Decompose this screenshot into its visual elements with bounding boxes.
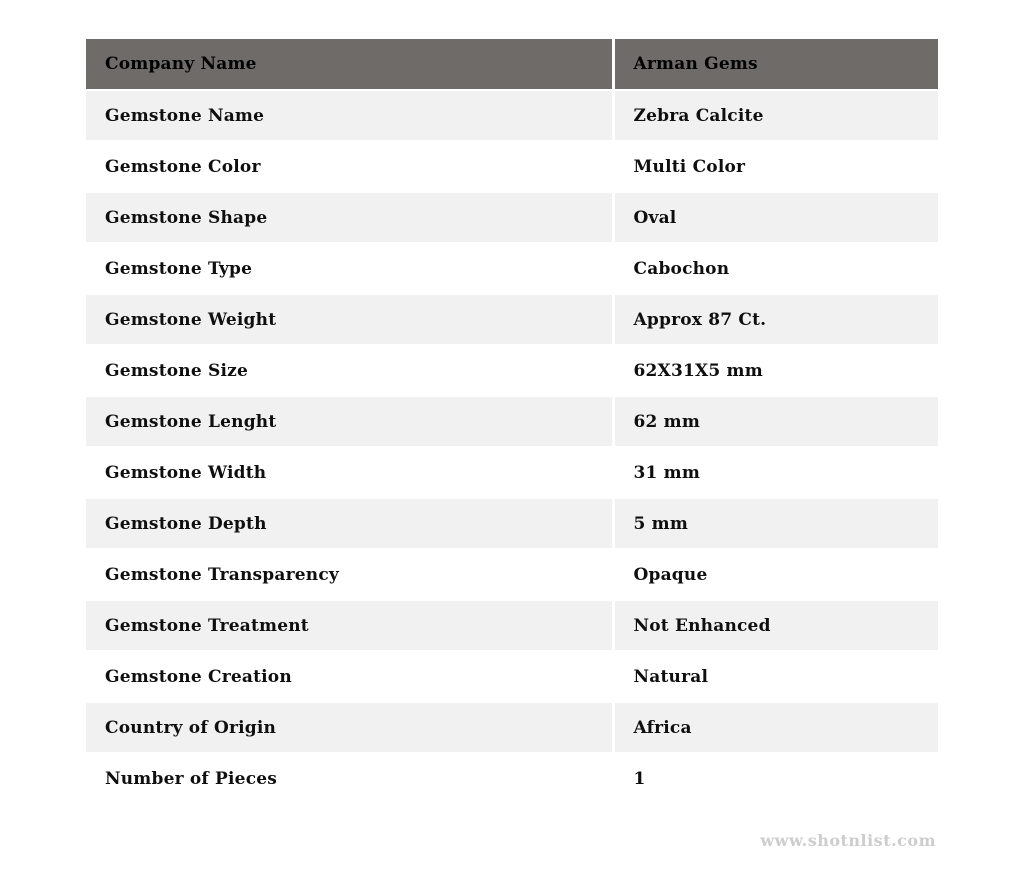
row-value: Not Enhanced [613,600,938,651]
table-row [86,294,938,345]
row-value: Approx 87 Ct. [613,294,938,345]
row-value: Multi Color [613,141,938,192]
table-row [86,396,938,447]
row-label: Gemstone Creation [86,651,613,702]
table-row [86,651,938,702]
row-label: Gemstone Name [86,90,613,141]
row-value: Natural [613,651,938,702]
row-label: Number of Pieces [86,753,613,804]
row-value: Cabochon [613,243,938,294]
row-value: 5 mm [613,498,938,549]
table-header-label: Company Name [86,39,613,90]
row-label: Gemstone Type [86,243,613,294]
table-row [86,90,938,141]
row-label: Gemstone Treatment [86,600,613,651]
row-value: Oval [613,192,938,243]
row-label: Gemstone Weight [86,294,613,345]
table-header [86,39,938,90]
row-label: Gemstone Shape [86,192,613,243]
row-value: 62 mm [613,396,938,447]
table-header-value: Arman Gems [613,39,938,90]
row-value: 31 mm [613,447,938,498]
row-value: Opaque [613,549,938,600]
table-row [86,753,938,804]
row-label: Country of Origin [86,702,613,753]
table-row [86,498,938,549]
row-value: 62X31X5 mm [613,345,938,396]
table-row [86,345,938,396]
row-label: Gemstone Depth [86,498,613,549]
table-row [86,192,938,243]
row-value: Africa [613,702,938,753]
table-row [86,600,938,651]
table-row [86,141,938,192]
row-label: Gemstone Color [86,141,613,192]
row-label: Gemstone Transparency [86,549,613,600]
table-header-row [86,39,938,90]
row-value: Zebra Calcite [613,90,938,141]
watermark-text: www.shotnlist.com [760,831,936,850]
row-value: 1 [613,753,938,804]
row-label: Gemstone Lenght [86,396,613,447]
gemstone-details-table [86,39,938,804]
table-row [86,243,938,294]
row-label: Gemstone Size [86,345,613,396]
row-label: Gemstone Width [86,447,613,498]
table-row [86,702,938,753]
table-row [86,549,938,600]
table-row [86,447,938,498]
